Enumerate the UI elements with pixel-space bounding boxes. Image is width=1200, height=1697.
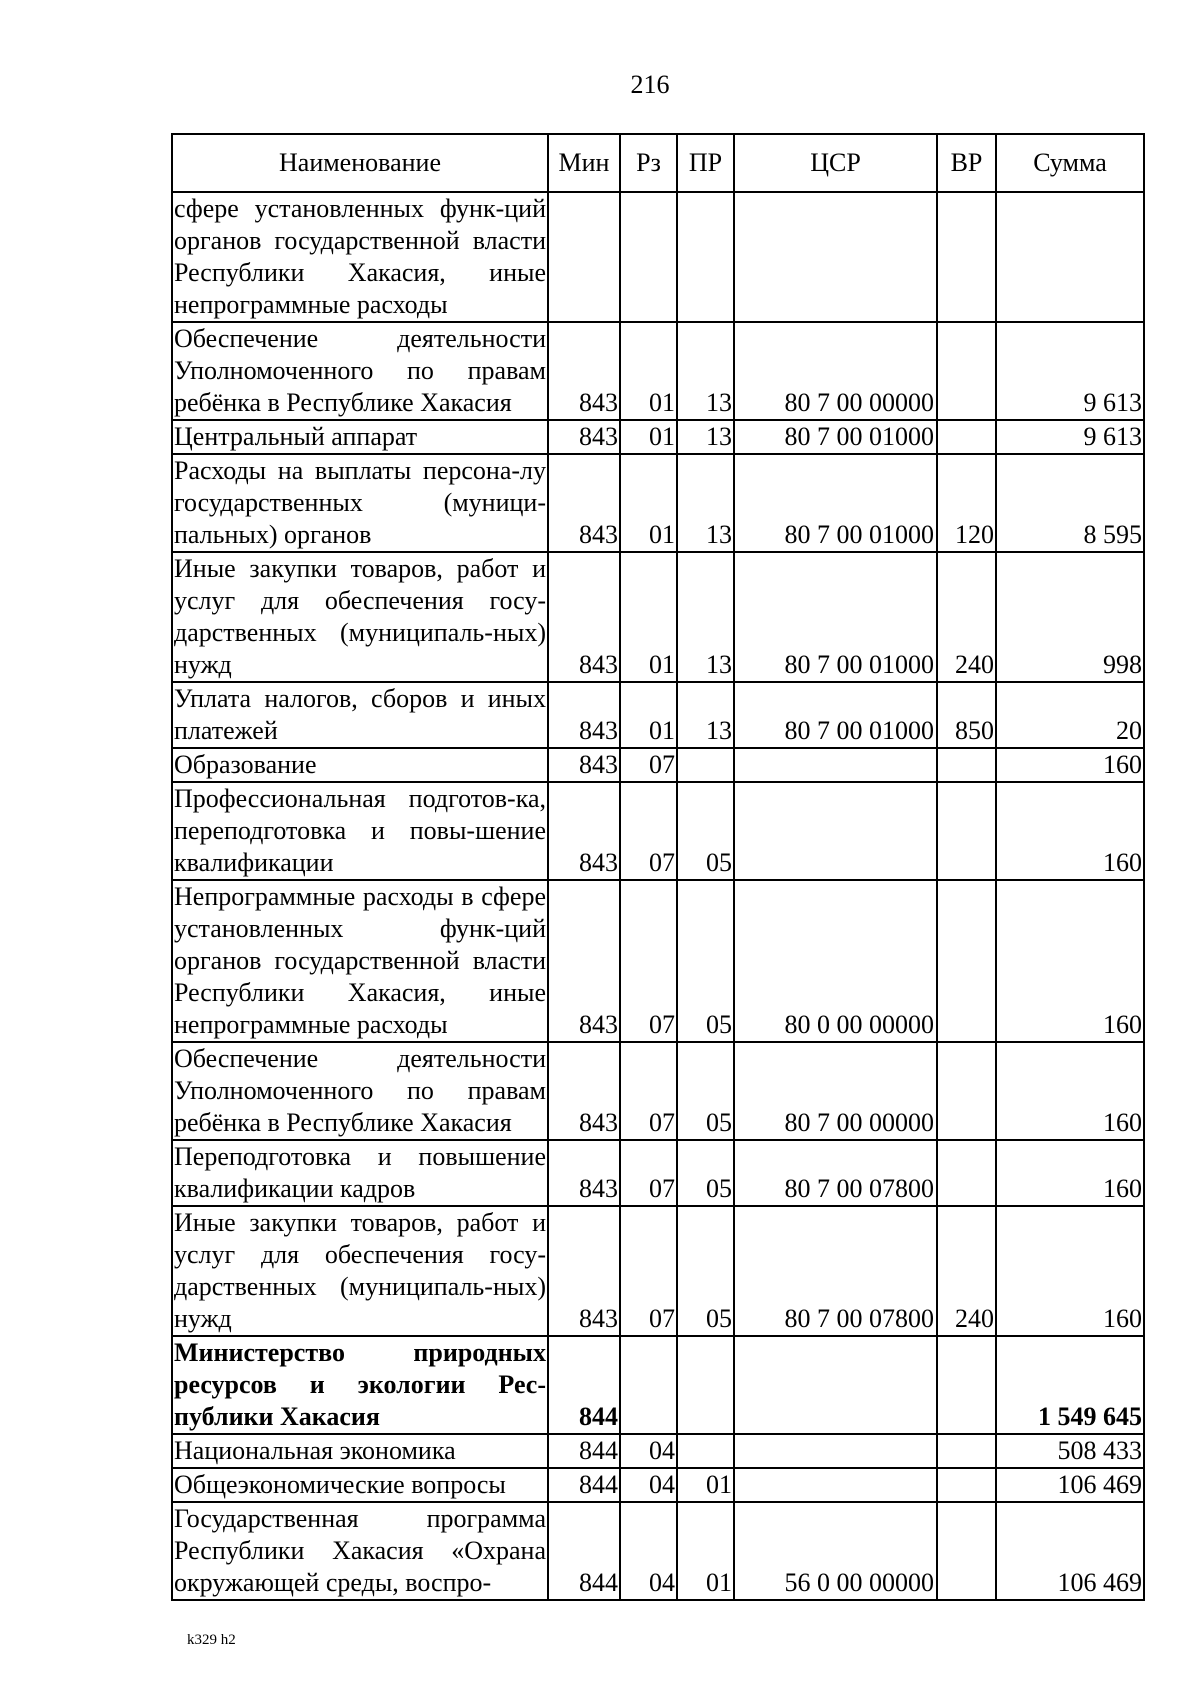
cell-name: Центральный аппарат xyxy=(172,420,548,454)
cell-csr xyxy=(734,1468,937,1502)
cell-name: Расходы на выплаты персона-лу государственных (муници-пальных) органов xyxy=(172,454,548,552)
cell-vr xyxy=(937,748,996,782)
cell-name: Государственная программа Республики Хакасия «Охрана окружающей среды, воспро- xyxy=(172,1502,548,1600)
cell-min: 843 xyxy=(548,322,620,420)
cell-csr: 80 7 00 01000 xyxy=(734,454,937,552)
cell-sum: 160 xyxy=(996,748,1144,782)
page-number: 216 xyxy=(630,70,670,99)
cell-csr: 80 0 00 00000 xyxy=(734,880,937,1042)
cell-csr: 80 7 00 07800 xyxy=(734,1140,937,1206)
cell-pr: 13 xyxy=(677,454,734,552)
cell-min: 843 xyxy=(548,420,620,454)
cell-min: 843 xyxy=(548,1140,620,1206)
cell-name: Непрограммные расходы в сфере установленных функ-ций органов государственной власти Республики Хакасия, иные непрограммные расходы xyxy=(172,880,548,1042)
cell-csr: 80 7 00 00000 xyxy=(734,1042,937,1140)
cell-sum: 160 xyxy=(996,880,1144,1042)
table-row xyxy=(172,1042,1144,1140)
cell-min: 844 xyxy=(548,1502,620,1600)
cell-min: 843 xyxy=(548,552,620,682)
cell-rz: 01 xyxy=(620,322,677,420)
cell-min xyxy=(548,192,620,322)
cell-vr: 850 xyxy=(937,682,996,748)
cell-name: Обеспечение деятельности Уполномоченного по правам ребёнка в Республике Хакасия xyxy=(172,1042,548,1140)
cell-sum: 8 595 xyxy=(996,454,1144,552)
cell-sum: 160 xyxy=(996,1140,1144,1206)
cell-sum: 998 xyxy=(996,552,1144,682)
cell-name: Национальная экономика xyxy=(172,1434,548,1468)
cell-csr: 80 7 00 00000 xyxy=(734,322,937,420)
cell-name: Иные закупки товаров, работ и услуг для обеспечения госу-дарственных (муниципаль-ных) нужд xyxy=(172,1206,548,1336)
table-row xyxy=(172,782,1144,880)
table-row xyxy=(172,552,1144,682)
header-vr: ВР xyxy=(937,134,996,192)
cell-min: 843 xyxy=(548,682,620,748)
cell-sum: 106 469 xyxy=(996,1502,1144,1600)
cell-min: 844 xyxy=(548,1336,620,1434)
cell-rz: 07 xyxy=(620,1206,677,1336)
table-row xyxy=(172,1140,1144,1206)
table-row xyxy=(172,1336,1144,1434)
cell-vr xyxy=(937,1434,996,1468)
cell-pr xyxy=(677,1336,734,1434)
cell-sum: 160 xyxy=(996,782,1144,880)
cell-name: Общеэкономические вопросы xyxy=(172,1468,548,1502)
cell-name: Образование xyxy=(172,748,548,782)
cell-pr xyxy=(677,1434,734,1468)
cell-rz: 01 xyxy=(620,552,677,682)
cell-pr: 01 xyxy=(677,1468,734,1502)
cell-min: 843 xyxy=(548,1206,620,1336)
cell-pr xyxy=(677,748,734,782)
table-row xyxy=(172,192,1144,322)
cell-min: 844 xyxy=(548,1468,620,1502)
table-row xyxy=(172,880,1144,1042)
cell-name: Уплата налогов, сборов и иных платежей xyxy=(172,682,548,748)
cell-sum: 106 469 xyxy=(996,1468,1144,1502)
cell-vr xyxy=(937,192,996,322)
cell-rz: 04 xyxy=(620,1434,677,1468)
cell-vr xyxy=(937,322,996,420)
cell-sum: 508 433 xyxy=(996,1434,1144,1468)
cell-name: сфере установленных функ-ций органов государственной власти Республики Хакасия, иные непрограммные расходы xyxy=(172,192,548,322)
footer-code: k329 h2 xyxy=(187,1632,236,1648)
cell-sum xyxy=(996,192,1144,322)
table-row xyxy=(172,1502,1144,1600)
cell-name: Иные закупки товаров, работ и услуг для обеспечения госу-дарственных (муниципаль-ных) нужд xyxy=(172,552,548,682)
cell-rz: 07 xyxy=(620,748,677,782)
table-row xyxy=(172,322,1144,420)
cell-pr: 13 xyxy=(677,322,734,420)
cell-csr xyxy=(734,748,937,782)
header-pr: ПР xyxy=(677,134,734,192)
header-sum: Сумма xyxy=(996,134,1144,192)
cell-rz: 07 xyxy=(620,880,677,1042)
cell-min: 843 xyxy=(548,748,620,782)
cell-vr xyxy=(937,880,996,1042)
table-row xyxy=(172,454,1144,552)
cell-pr: 05 xyxy=(677,782,734,880)
cell-vr xyxy=(937,1042,996,1140)
table-body xyxy=(172,192,1144,1600)
cell-min: 844 xyxy=(548,1434,620,1468)
cell-rz: 01 xyxy=(620,420,677,454)
cell-rz: 07 xyxy=(620,782,677,880)
cell-sum: 20 xyxy=(996,682,1144,748)
header-rz: Рз xyxy=(620,134,677,192)
cell-csr: 80 7 00 01000 xyxy=(734,552,937,682)
cell-sum: 1 549 645 xyxy=(996,1336,1144,1434)
cell-name: Министерство природных ресурсов и экологии Рес-публики Хакасия xyxy=(172,1336,548,1434)
cell-rz: 01 xyxy=(620,454,677,552)
cell-min: 843 xyxy=(548,454,620,552)
cell-sum: 160 xyxy=(996,1206,1144,1336)
cell-name: Переподготовка и повышение квалификации кадров xyxy=(172,1140,548,1206)
budget-table xyxy=(171,133,1145,1601)
table-row xyxy=(172,682,1144,748)
cell-pr: 13 xyxy=(677,552,734,682)
cell-min: 843 xyxy=(548,880,620,1042)
table-header-row xyxy=(172,134,1144,192)
cell-vr: 120 xyxy=(937,454,996,552)
cell-pr: 05 xyxy=(677,1140,734,1206)
cell-pr: 01 xyxy=(677,1502,734,1600)
cell-pr: 13 xyxy=(677,682,734,748)
cell-pr: 05 xyxy=(677,1206,734,1336)
table-row xyxy=(172,1206,1144,1336)
header-name: Наименование xyxy=(172,134,548,192)
table-row xyxy=(172,1468,1144,1502)
cell-csr: 56 0 00 00000 xyxy=(734,1502,937,1600)
cell-sum: 9 613 xyxy=(996,322,1144,420)
table-row xyxy=(172,748,1144,782)
cell-rz: 04 xyxy=(620,1502,677,1600)
cell-pr: 13 xyxy=(677,420,734,454)
cell-sum: 160 xyxy=(996,1042,1144,1140)
cell-vr: 240 xyxy=(937,1206,996,1336)
cell-rz: 04 xyxy=(620,1468,677,1502)
cell-min: 843 xyxy=(548,1042,620,1140)
cell-pr xyxy=(677,192,734,322)
cell-csr: 80 7 00 01000 xyxy=(734,682,937,748)
cell-csr: 80 7 00 07800 xyxy=(734,1206,937,1336)
cell-rz xyxy=(620,192,677,322)
cell-vr xyxy=(937,1502,996,1600)
table-row xyxy=(172,420,1144,454)
cell-csr xyxy=(734,782,937,880)
cell-pr: 05 xyxy=(677,880,734,1042)
cell-sum: 9 613 xyxy=(996,420,1144,454)
table-row xyxy=(172,1434,1144,1468)
cell-csr xyxy=(734,1336,937,1434)
cell-name: Обеспечение деятельности Уполномоченного по правам ребёнка в Республике Хакасия xyxy=(172,322,548,420)
cell-rz: 01 xyxy=(620,682,677,748)
header-min: Мин xyxy=(548,134,620,192)
cell-vr xyxy=(937,782,996,880)
cell-vr xyxy=(937,420,996,454)
cell-vr xyxy=(937,1140,996,1206)
cell-rz: 07 xyxy=(620,1042,677,1140)
cell-min: 843 xyxy=(548,782,620,880)
cell-csr xyxy=(734,1434,937,1468)
cell-rz: 07 xyxy=(620,1140,677,1206)
cell-vr xyxy=(937,1468,996,1502)
cell-vr xyxy=(937,1336,996,1434)
header-csr: ЦСР xyxy=(734,134,937,192)
cell-csr xyxy=(734,192,937,322)
cell-pr: 05 xyxy=(677,1042,734,1140)
cell-vr: 240 xyxy=(937,552,996,682)
cell-csr: 80 7 00 01000 xyxy=(734,420,937,454)
cell-rz xyxy=(620,1336,677,1434)
cell-name: Профессиональная подготов-ка, переподготовка и повы-шение квалификации xyxy=(172,782,548,880)
